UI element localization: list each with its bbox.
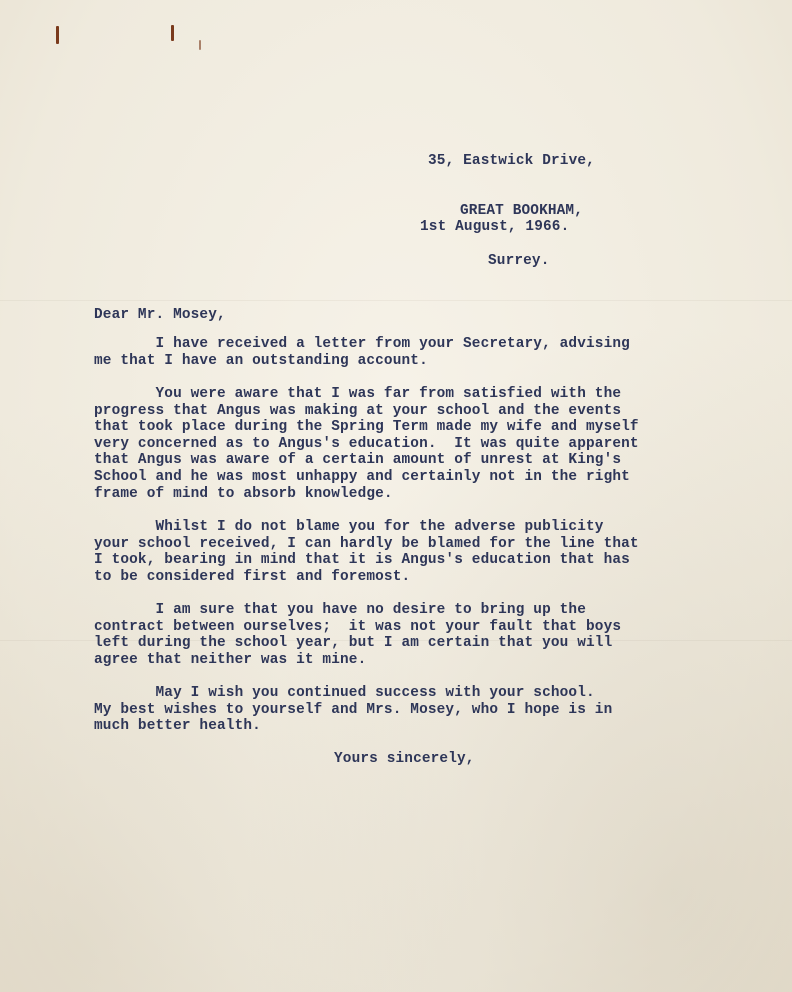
letter-paragraph — [94, 685, 612, 735]
text-line: School and he was most unhappy and certainly not in the right — [94, 468, 630, 485]
text-line: much better health. — [94, 718, 261, 735]
text-line: You were aware that I was far from satisfied with the — [94, 386, 622, 402]
letter-paragraph — [94, 519, 639, 585]
text-line: left during the school year, but I am certain that you will — [94, 635, 613, 652]
closing: Yours sincerely, — [334, 751, 475, 767]
address-line: Surrey. — [488, 252, 550, 269]
address-line: 35, Eastwick Drive, — [428, 153, 595, 170]
rust-mark — [171, 25, 174, 41]
text-line: very concerned as to Angus's education. It was quite apparent — [94, 435, 639, 452]
letter-date: 1st August, 1966. — [420, 219, 570, 235]
text-line: your school received, I can hardly be blamed for the line that — [94, 535, 639, 552]
text-line: I am sure that you have no desire to bring up the — [94, 602, 587, 618]
text-line: I have received a letter from your Secretary, advising — [94, 336, 630, 352]
text-line: My best wishes to yourself and Mrs. Mosey, who I hope is in — [94, 701, 613, 718]
text-line: May I wish you continued success with your school. — [94, 685, 595, 701]
text-line: progress that Angus was making at your school and the events — [94, 402, 622, 419]
text-line: to be considered first and foremost. — [94, 568, 411, 585]
rust-mark — [56, 26, 59, 44]
letter-paragraph — [94, 386, 639, 502]
letter-paragraph — [94, 602, 621, 668]
text-line: agree that neither was it mine. — [94, 651, 367, 668]
text-line: frame of mind to absorb knowledge. — [94, 485, 393, 502]
letter-paragraph — [94, 336, 630, 369]
sender-address — [422, 120, 595, 303]
text-line: Whilst I do not blame you for the adverse publicity — [94, 519, 604, 535]
text-line: contract between ourselves; it was not your fault that boys — [94, 618, 622, 635]
salutation: Dear Mr. Mosey, — [94, 307, 226, 323]
text-line: that took place during the Spring Term made my wife and myself — [94, 419, 639, 436]
paper-crease — [0, 300, 792, 301]
text-line: I took, bearing in mind that it is Angus's education that has — [94, 552, 630, 569]
text-line: that Angus was aware of a certain amount of unrest at King's — [94, 452, 622, 469]
rust-mark — [199, 40, 201, 50]
address-line: GREAT BOOKHAM, — [460, 202, 584, 219]
text-line: me that I have an outstanding account. — [94, 352, 428, 369]
